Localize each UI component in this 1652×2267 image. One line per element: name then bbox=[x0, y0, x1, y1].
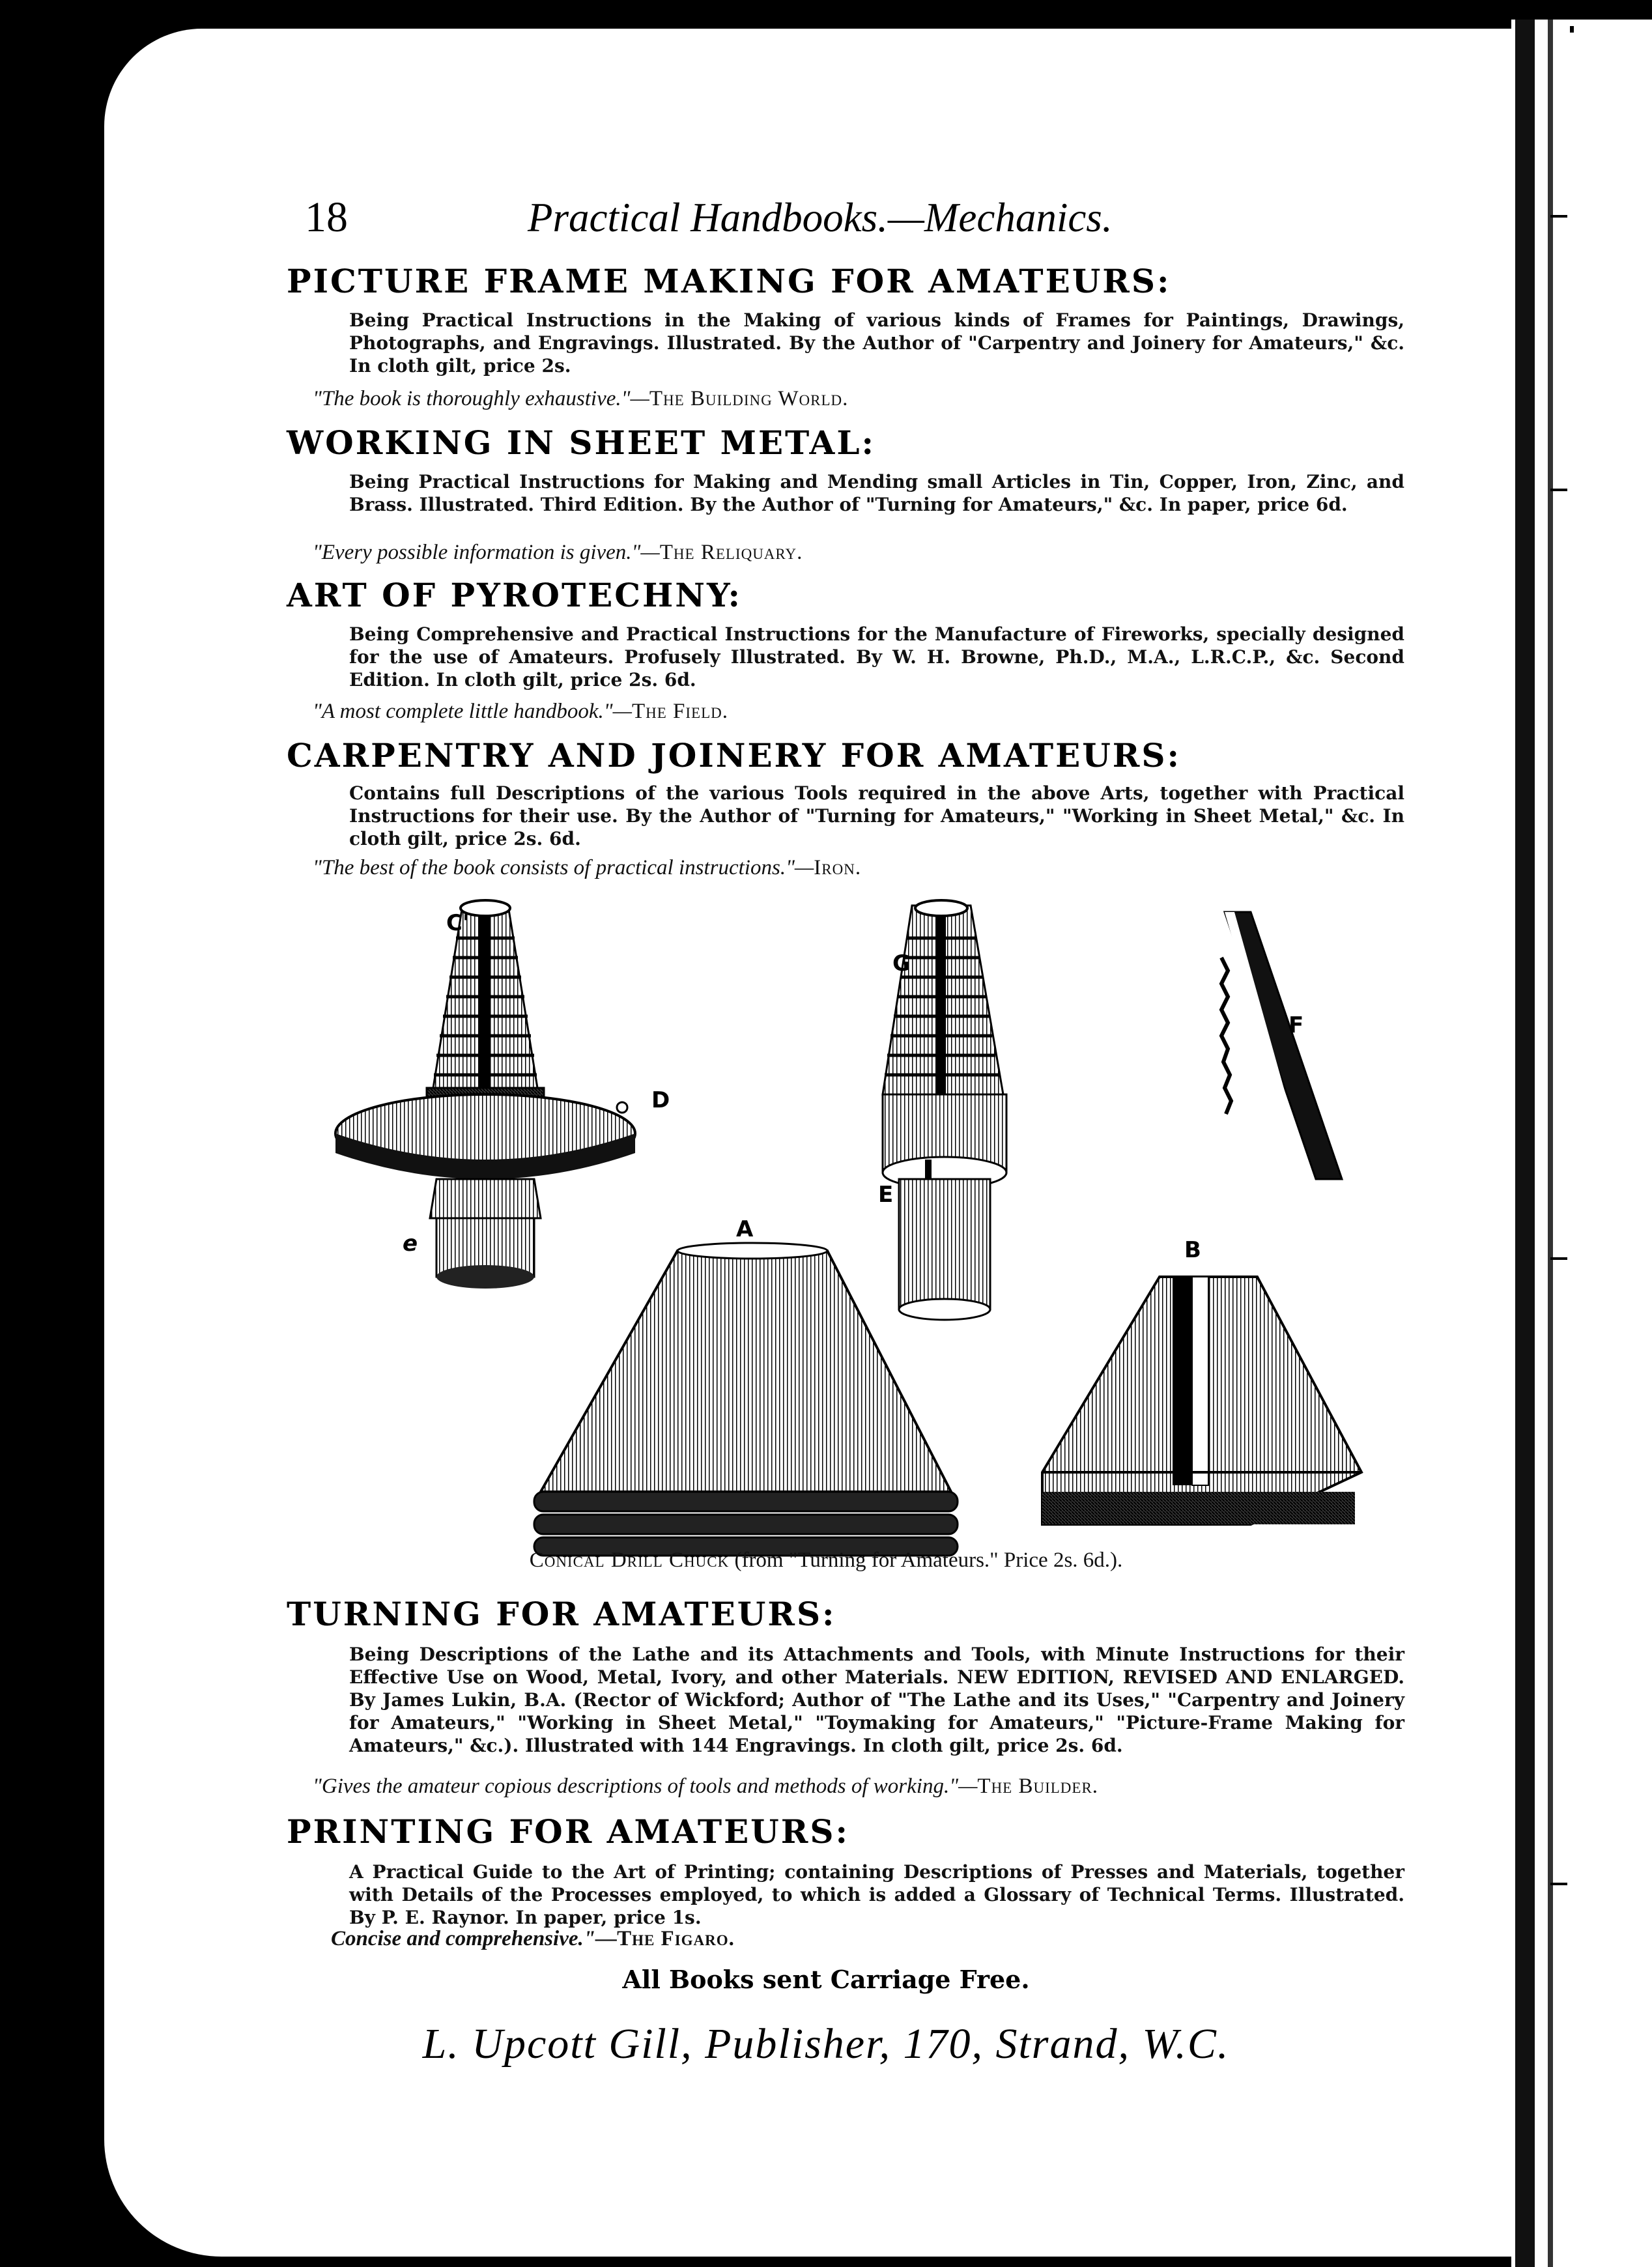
figure-label-f: F bbox=[1289, 1012, 1304, 1038]
entry-quote-printing: Concise and comprehensive."—The Figaro. bbox=[331, 1927, 735, 1950]
chuck-c-prime bbox=[335, 900, 635, 1289]
entry-title-printing: PRINTING FOR AMATEURS: bbox=[287, 1812, 849, 1851]
cone-b bbox=[1042, 1277, 1361, 1524]
entry-title-carpentry: CARPENTRY AND JOINERY FOR AMATEURS: bbox=[287, 736, 1181, 775]
figure-label-b: B bbox=[1184, 1237, 1201, 1263]
entry-description-sheet-metal: Being Practical Instructions for Making and Mending small Articles in Tin, Copper, Iron, Zinc, and Brass. Illustrated. Third Edition. By the Author of "Turning for Amateurs," &c. In paper, price 6d. bbox=[349, 471, 1404, 515]
entry-description-printing: A Practical Guide to the Art of Printing; containing Descriptions of Presses and Materials, together with Details of the Processes employed, to which is added a Glossary of Technical Terms. Illustrated. By P. E. Raynor. In paper, price 1s. bbox=[349, 1861, 1404, 1928]
figure-label-g: G bbox=[892, 950, 911, 977]
entry-quote-sheet-metal: "Every possible information is given."—The Reliquary. bbox=[313, 541, 803, 564]
entry-description-carpentry: Contains full Descriptions of the various Tools required in the above Arts, together with Practical Instructions for their use. By the Author of "Turning for Amateurs," "Working in Sheet Metal," &c. In cloth gilt, price 2s. 6d. bbox=[349, 782, 1404, 849]
cone-a bbox=[534, 1243, 958, 1556]
figure-label-e: E bbox=[878, 1182, 894, 1208]
entry-title-picture-frame: PICTURE FRAME MAKING FOR AMATEURS: bbox=[287, 262, 1171, 300]
figure-label-e-small: e bbox=[403, 1231, 418, 1257]
facing-page-edge bbox=[1511, 20, 1652, 2267]
entry-title-sheet-metal: WORKING IN SHEET METAL: bbox=[287, 423, 876, 462]
carriage-notice: All Books sent Carriage Free. bbox=[622, 1965, 1030, 1994]
page-number: 18 bbox=[305, 193, 348, 241]
chuck-jaw-f bbox=[1221, 912, 1342, 1179]
entry-title-turning: TURNING FOR AMATEURS: bbox=[287, 1595, 836, 1633]
entry-quote-carpentry: "The best of the book consists of practical instructions."—Iron. bbox=[313, 856, 862, 879]
entry-description-picture-frame: Being Practical Instructions in the Making of various kinds of Frames for Paintings, Drawings, Photographs, and Engravings. Illustrated. By the Author of "Carpentry and Joinery for Amateurs," &c. In cloth gilt, price 2s. bbox=[349, 309, 1404, 377]
entry-description-turning: Being Descriptions of the Lathe and its Attachments and Tools, with Minute Instructions for their Effective Use on Wood, Metal, Ivory, and other Materials. NEW EDITION, REVISED AND ENLARGED. By James Lukin, B.A. (Rector of Wickford; Author of "The Lathe and its Uses," "Carpentry and Joinery for Amateurs," "Working in Sheet Metal," "Toymaking for Amateurs," "Picture-Frame Making for Amateurs," &c.). Illustrated with 144 Engravings. In cloth gilt, price 2s. 6d. bbox=[349, 1644, 1404, 1756]
entry-quote-picture-frame: "The book is thoroughly exhaustive."—The Building World. bbox=[313, 387, 849, 410]
figure-label-d: D bbox=[651, 1087, 670, 1113]
running-title: Practical Handbooks.—Mechanics. bbox=[528, 195, 1113, 240]
entry-description-pyrotechny: Being Comprehensive and Practical Instructions for the Manufacture of Fireworks, specially designed for the use of Amateurs. Profusely Illustrated. By W. H. Browne, Ph.D., M.A., L.R.C.P., &c. Second Edition. In cloth gilt, price 2s. 6d. bbox=[349, 623, 1404, 691]
figure-label-a: A bbox=[736, 1216, 754, 1242]
figure-label-c-prime: C' bbox=[446, 910, 470, 936]
drill-chuck-illustration bbox=[326, 892, 1407, 1557]
entry-quote-pyrotechny: "A most complete little handbook."—The Field. bbox=[313, 700, 729, 723]
publisher-line: L. Upcott Gill, Publisher, 170, Strand, W.C. bbox=[422, 2020, 1230, 2068]
figure-caption: Conical Drill Chuck (from "Turning for Amateurs." Price 2s. 6d.). bbox=[529, 1548, 1123, 1572]
entry-title-pyrotechny: ART OF PYROTECHNY: bbox=[287, 576, 742, 614]
entry-quote-turning: "Gives the amateur copious descriptions of tools and methods of working."—The Builder. bbox=[313, 1775, 1099, 1798]
